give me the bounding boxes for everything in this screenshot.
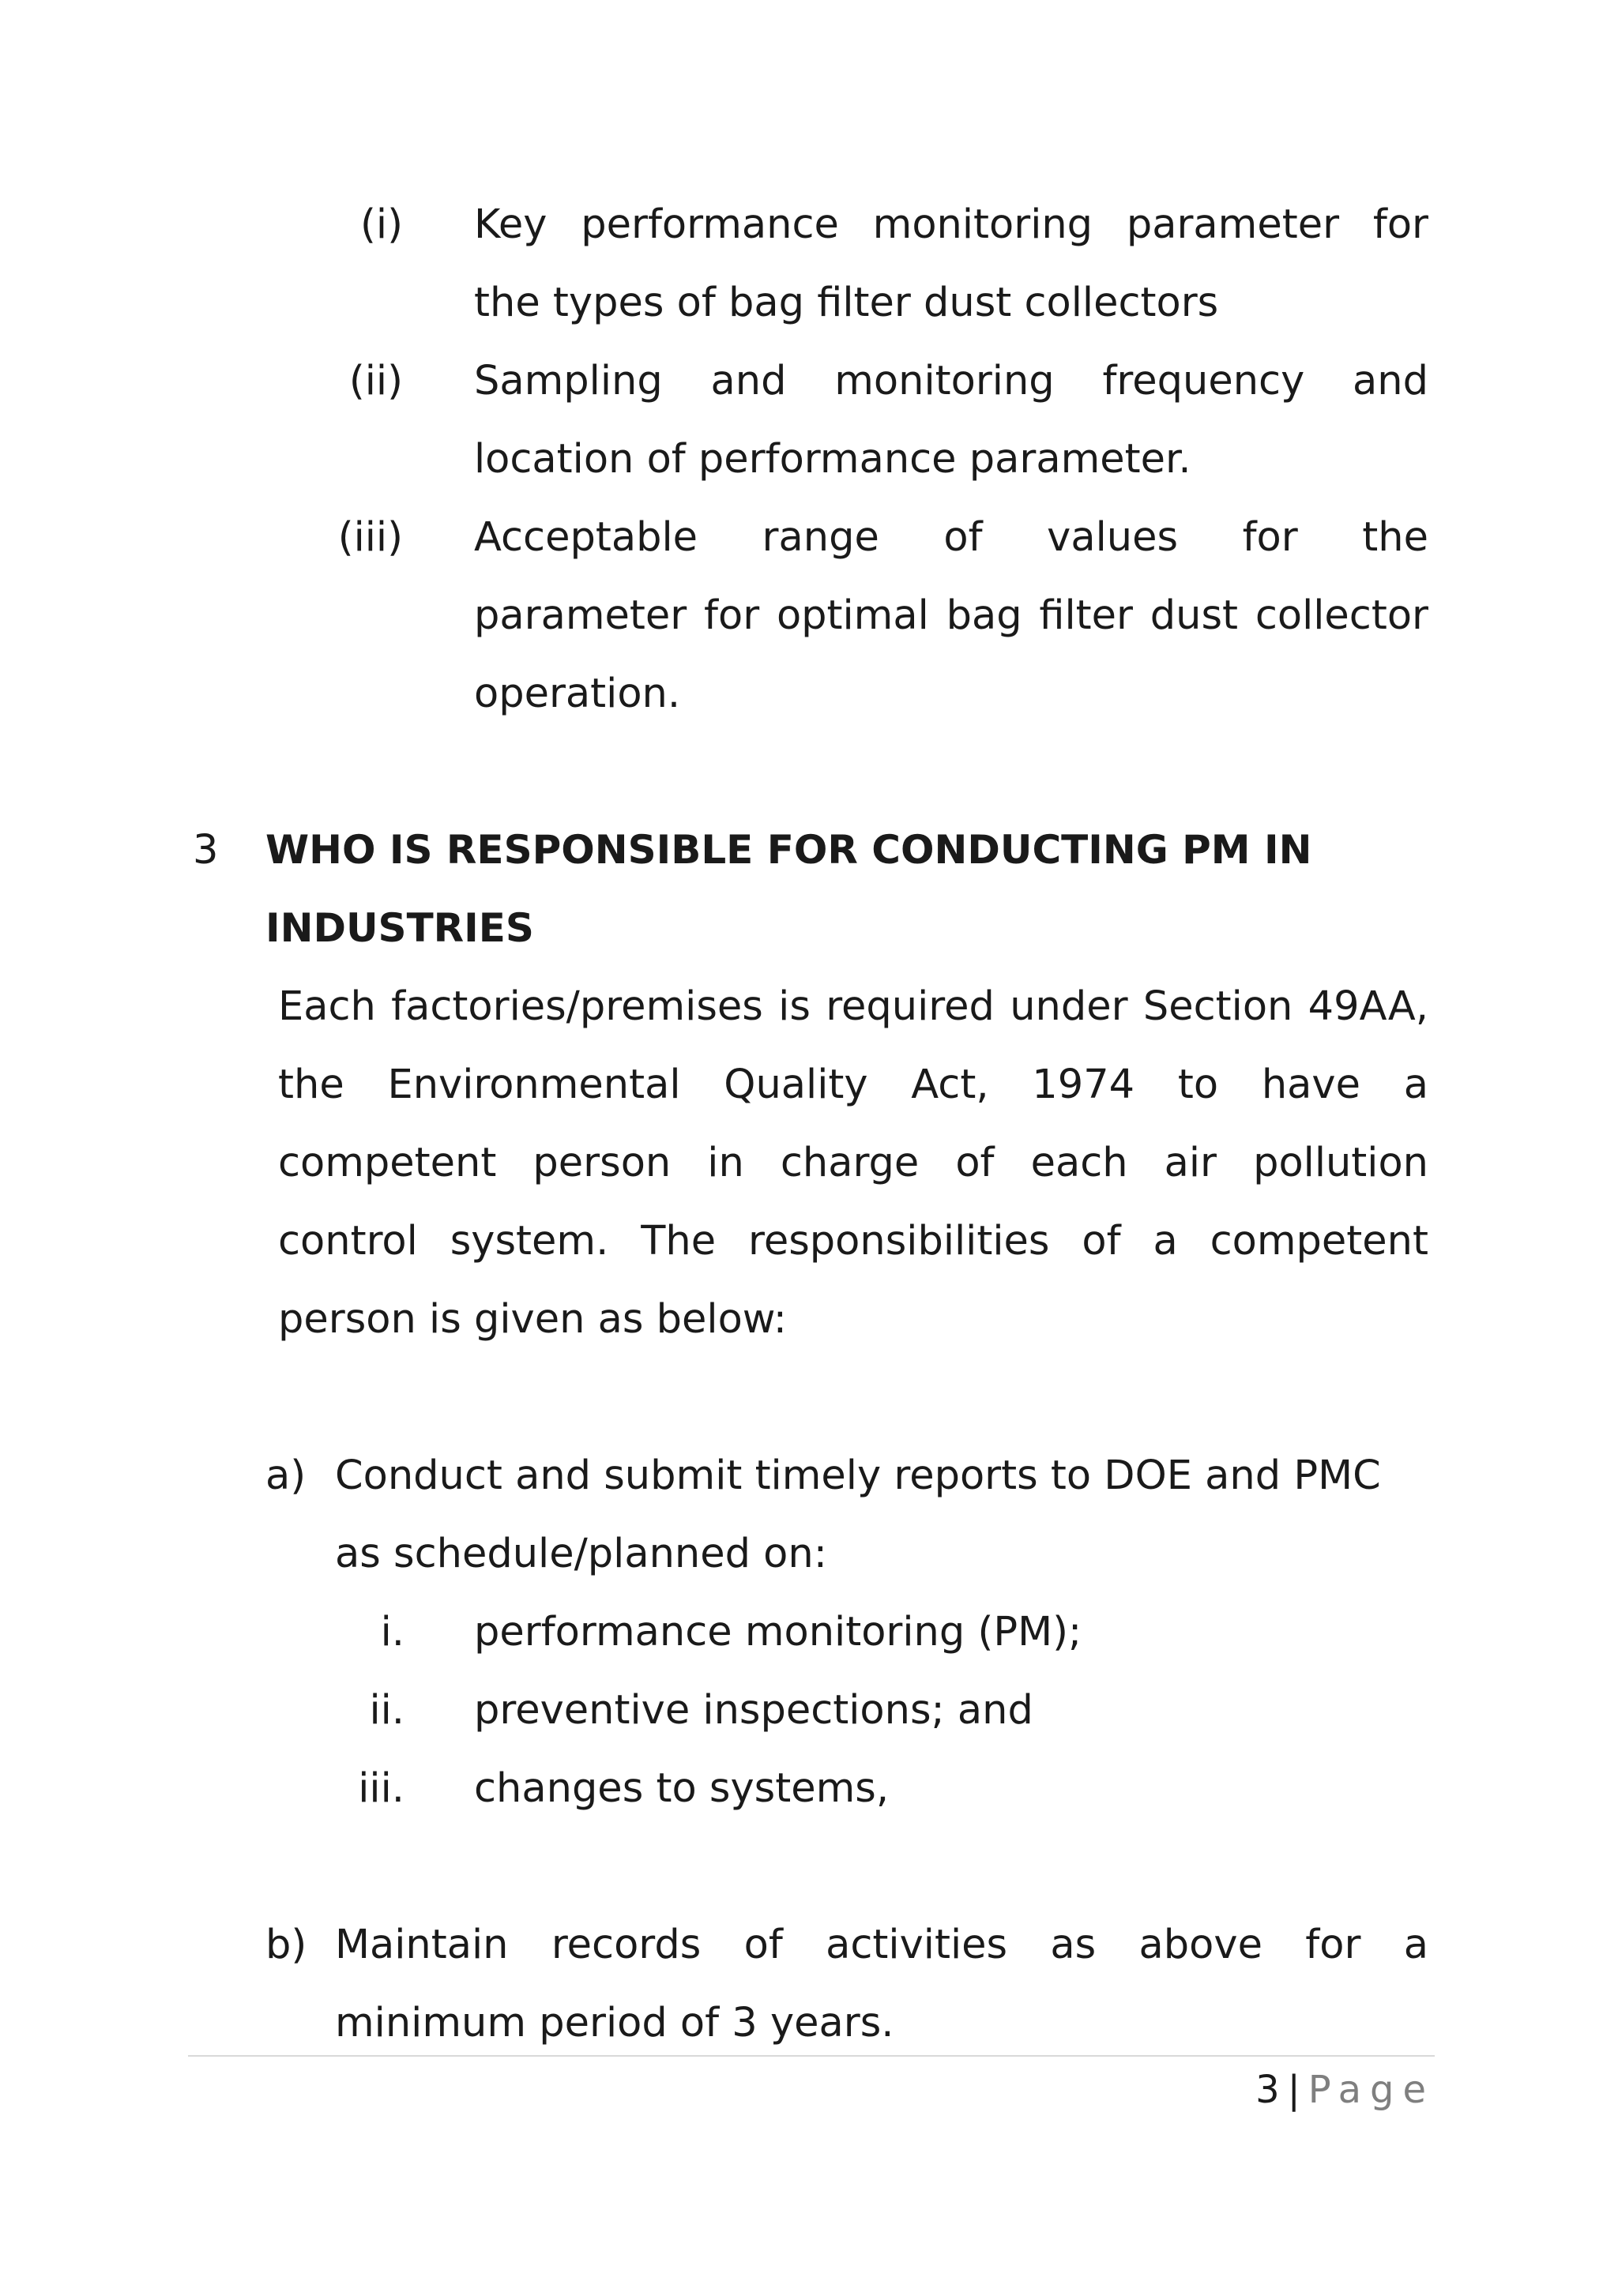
list-item-marker: b) — [265, 1922, 307, 1968]
list-item-line: Maintain records of activities as above for a — [335, 1922, 1428, 1968]
sub-item-marker: (iii) — [337, 514, 403, 561]
sub-item-line: parameter for optimal bag filter dust collector — [474, 592, 1428, 639]
section-number: 3 — [193, 827, 219, 874]
paragraph-line: Each factories/premises is required under Section 49AA, — [278, 983, 1428, 1030]
roman-marker: iii. — [358, 1765, 404, 1812]
list-item-marker: a) — [265, 1452, 307, 1499]
sub-item-line: the types of bag filter dust collectors — [474, 280, 1219, 326]
roman-item-text: changes to systems, — [474, 1765, 890, 1812]
sub-item-line: operation. — [474, 671, 681, 717]
sub-item-line: Acceptable range of values for the — [474, 514, 1428, 561]
paragraph-line: control system. The responsibilities of a competent — [278, 1218, 1428, 1264]
sub-item-marker: (i) — [360, 201, 403, 248]
paragraph-line: person is given as below: — [278, 1296, 787, 1343]
list-item-line: as schedule/planned on: — [335, 1531, 827, 1577]
roman-marker: i. — [380, 1609, 404, 1655]
footer-separator: | — [1287, 2068, 1300, 2112]
roman-item-text: performance monitoring (PM); — [474, 1609, 1082, 1655]
roman-item-text: preventive inspections; and — [474, 1687, 1033, 1734]
section-title: INDUSTRIES — [265, 905, 534, 951]
roman-marker: ii. — [369, 1687, 404, 1734]
page-footer — [1255, 2058, 1435, 2121]
page-number: 3 — [1255, 2068, 1280, 2112]
sub-item-line: Sampling and monitoring frequency and — [474, 358, 1428, 404]
sub-item-line: Key performance monitoring parameter for — [474, 201, 1428, 248]
paragraph-line: the Environmental Quality Act, 1974 to have a — [278, 1062, 1428, 1108]
list-item-line: Conduct and submit timely reports to DOE and PMC — [335, 1452, 1381, 1499]
page-label: Page — [1308, 2068, 1435, 2112]
sub-item-marker: (ii) — [348, 358, 403, 404]
section-title: WHO IS RESPONSIBLE FOR CONDUCTING PM IN — [265, 827, 1312, 873]
sub-item-line: location of performance parameter. — [474, 436, 1191, 483]
list-item-line: minimum period of 3 years. — [335, 2000, 894, 2046]
paragraph-line: competent person in charge of each air pollution — [278, 1140, 1428, 1186]
footer-divider — [188, 2055, 1435, 2057]
